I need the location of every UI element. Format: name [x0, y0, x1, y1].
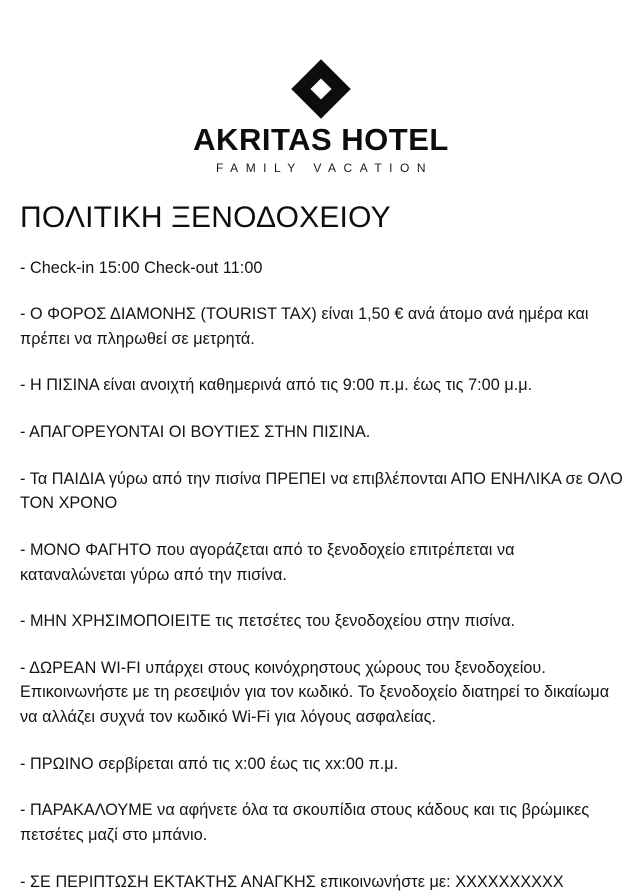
page-title: ΠΟΛΙΤΙΚΗ ΞΕΝΟΔΟΧΕΙΟΥ	[20, 200, 391, 234]
list-item: - Η ΠΙΣΙΝΑ είναι ανοιχτή καθημερινά από τις 9:00 π.μ. έως τις 7:00 μ.μ.	[20, 376, 533, 395]
list-item: - ΜΗΝ ΧΡΗΣΙΜΟΠΟΙΕΙΤΕ τις πετσέτες του ξενοδοχείου στην πισίνα.	[20, 612, 516, 631]
list-item: - ΠΑΡΑΚΑΛΟΥΜΕ να αφήνετε όλα τα σκουπίδια στους κάδους και τις βρώμικες πετσέτες μαζί στο μπάνιο.	[20, 801, 590, 844]
list-item: - Check-in 15:00 Check-out 11:00	[20, 258, 263, 277]
list-item: - ΜΟΝΟ ΦΑΓΗΤΟ που αγοράζεται από το ξενοδοχείο επιτρέπεται να καταναλώνεται γύρω από την πισίνα.	[20, 540, 515, 584]
list-item: - ΑΠΑΓΟΡΕΥΟΝΤΑΙ ΟΙ ΒΟΥΤΙΕΣ ΣΤΗΝ ΠΙΣΙΝΑ.	[20, 423, 371, 442]
policy-document	[0, 201, 642, 894]
logo-tagline: FAMILY VACATION	[216, 160, 433, 175]
list-item: - ΔΩΡΕΑΝ WI-FI υπάρχει στους κοινόχρηστους χώρους του ξενοδοχείου. Επικοινωνήστε με τη ρεσεψιόν για τον κωδικό. Το ξενοδοχείο διατηρεί το δικαίωμα να αλλάζει συχνά τον κωδικό Wi-Fi για λόγους ασφαλείας.	[20, 658, 610, 727]
list-item: - ΣΕ ΠΕΡΙΠΤΩΣΗ ΕΚΤΑΚΤΗΣ ΑΝΑΓΚΗΣ επικοινωνήστε με: ΧΧΧΧΧΧΧΧΧΧ	[20, 872, 564, 891]
list-item: - Τα ΠΑΙΔΙΑ γύρω από την πισίνα ΠΡΕΠΕΙ να επιβλέπονται ΑΠΟ ΕΝΗΛΙΚΑ σε ΟΛΟ ΤΟΝ ΧΡΟΝΟ	[20, 469, 623, 513]
policy-list	[20, 256, 624, 894]
logo-wordmark: AKRITAS HOTEL	[193, 122, 449, 157]
list-item: - ΠΡΩΙΝΟ σερβίρεται από τις x:00 έως τις xx:00 π.μ.	[20, 754, 399, 773]
diamond-outline-icon	[290, 58, 352, 120]
list-item: - Ο ΦΟΡΟΣ ΔΙΑΜΟΝΗΣ (TOURIST TAX) είναι 1,50 € ανά άτομο ανά ημέρα και πρέπει να πληρωθεί σε μετρητά.	[20, 305, 589, 348]
hotel-logo	[0, 0, 642, 175]
